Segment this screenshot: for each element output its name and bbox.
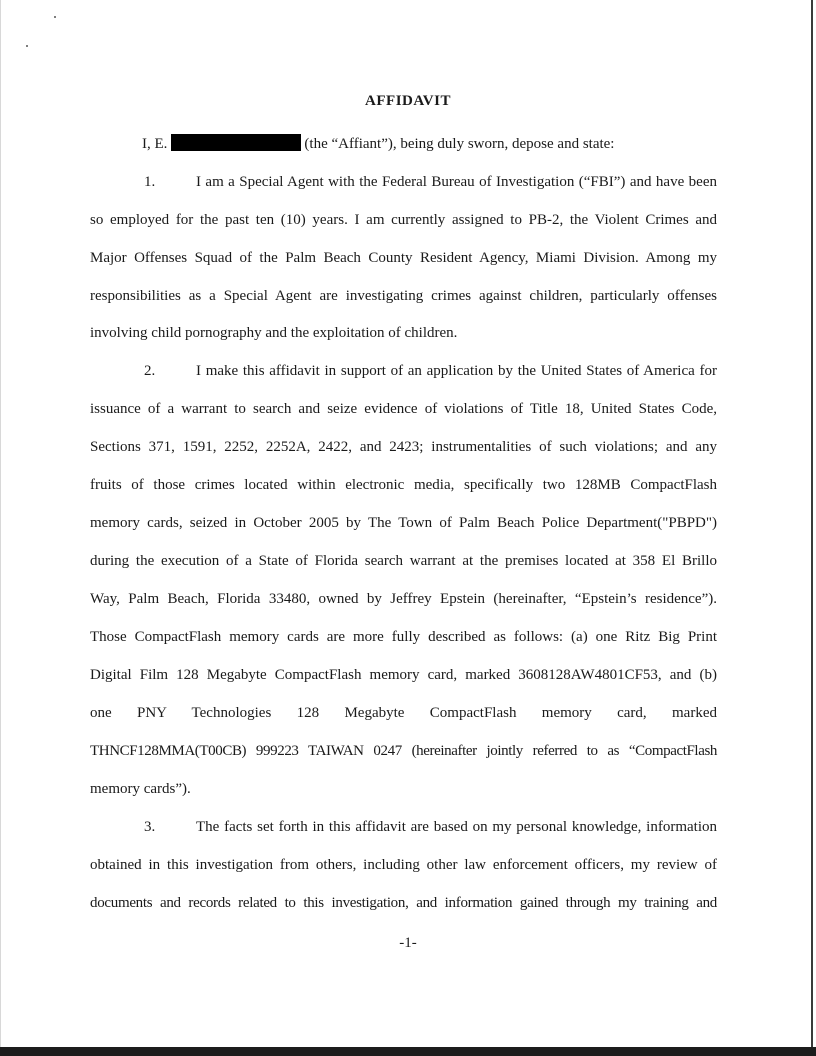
opening-prefix: I, E. xyxy=(142,136,168,152)
paragraph-1-line-3: Major Offenses Squad of the Palm Beach County Resident Agency, Miami Division. Among my xyxy=(90,250,717,266)
paragraph-1-line-4: responsibilities as a Special Agent are investigating crimes against children, particularly offenses xyxy=(90,288,717,304)
paragraph-2-line-3: Sections 371, 1591, 2252, 2252A, 2422, and 2423; instrumentalities of such violations; and any xyxy=(90,439,717,455)
opening-suffix: (the “Affiant”), being duly sworn, depose and state: xyxy=(304,136,615,152)
document-title: AFFIDAVIT xyxy=(365,93,451,109)
paragraph-2-line-6: during the execution of a State of Florida search warrant at the premises located at 358 El Brillo xyxy=(90,553,717,569)
paragraph-2-line-12: memory cards”). xyxy=(90,781,191,797)
paragraph-3-line-3: documents and records related to this investigation, and information gained through my training and xyxy=(90,895,717,911)
paragraph-2-line-8: Those CompactFlash memory cards are more fully described as follows: (a) one Ritz Big Print xyxy=(90,629,717,645)
paragraph-3-number: 3. xyxy=(144,819,156,835)
paragraph-1-line-2: so employed for the past ten (10) years. I am currently assigned to PB-2, the Violent Crimes and xyxy=(90,212,717,228)
paragraph-2-line-4: fruits of those crimes located within electronic media, specifically two 128MB CompactFlash xyxy=(90,477,717,493)
paragraph-3-line-2: obtained in this investigation from others, including other law enforcement officers, my review of xyxy=(90,857,717,873)
paragraph-2-line-1 xyxy=(90,361,717,381)
paragraph-1-text-1: I am a Special Agent with the Federal Bureau of Investigation (“FBI”) and have been xyxy=(196,174,717,190)
paragraph-3-text-1: The facts set forth in this affidavit are based on my personal knowledge, information xyxy=(196,819,717,835)
opening-line xyxy=(90,134,717,154)
paragraph-2-line-5: memory cards, seized in October 2005 by The Town of Palm Beach Police Department("PBPD") xyxy=(90,515,717,531)
scan-edge-bottom xyxy=(0,1047,816,1056)
scan-speck xyxy=(26,45,28,47)
paragraph-2-text-1: I make this affidavit in support of an application by the United States of America for xyxy=(196,363,717,379)
page-number: -1- xyxy=(399,935,417,951)
scan-edge-right xyxy=(811,0,813,1056)
paragraph-2-number: 2. xyxy=(144,363,156,379)
scan-edge-left xyxy=(0,0,1,1056)
scan-speck xyxy=(54,16,56,18)
paragraph-3-line-1 xyxy=(90,817,717,837)
redaction-bar xyxy=(171,134,301,151)
paragraph-2-line-11: THNCF128MMA(T00CB) 999223 TAIWAN 0247 (hereinafter jointly referred to as “CompactFlash xyxy=(90,743,717,759)
paragraph-1-line-1 xyxy=(90,172,717,192)
paragraph-2-line-10: one PNY Technologies 128 Megabyte CompactFlash memory card, marked xyxy=(90,705,717,721)
paragraph-2-line-7: Way, Palm Beach, Florida 33480, owned by Jeffrey Epstein (hereinafter, “Epstein’s residence”). xyxy=(90,591,717,607)
paragraph-1-line-5: involving child pornography and the exploitation of children. xyxy=(90,325,458,341)
paragraph-1-number: 1. xyxy=(144,174,156,190)
paragraph-2-line-9: Digital Film 128 Megabyte CompactFlash memory card, marked 3608128AW4801CF53, and (b) xyxy=(90,667,717,683)
paragraph-2-line-2: issuance of a warrant to search and seize evidence of violations of Title 18, United States Code, xyxy=(90,401,717,417)
